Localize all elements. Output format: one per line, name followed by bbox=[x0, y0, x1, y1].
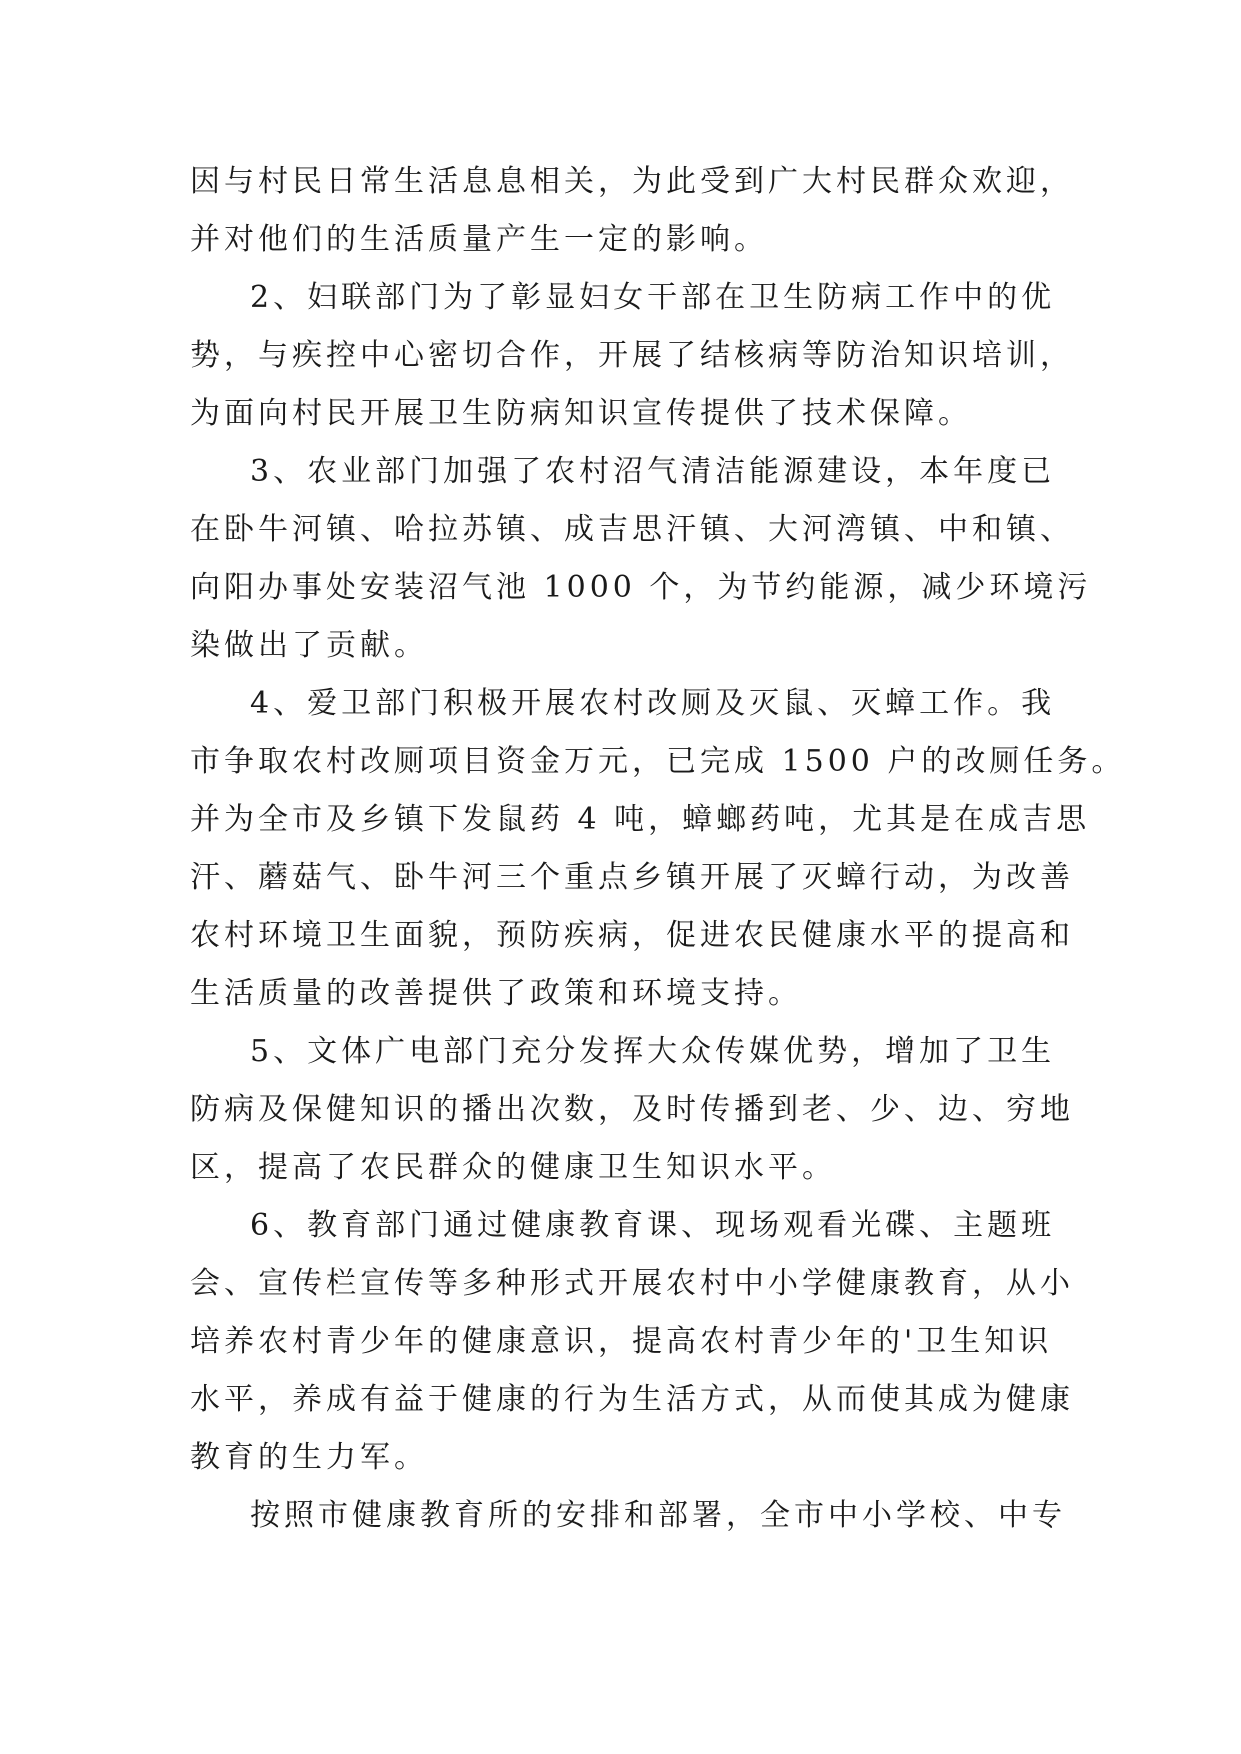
text-line: 培养农村青少年的健康意识，提高农村青少年的'卫生知识 bbox=[190, 1324, 1053, 1359]
text-line: 教育的生力军。 bbox=[190, 1440, 428, 1475]
text-line: 并对他们的生活质量产生一定的影响。 bbox=[190, 222, 768, 257]
paragraph-3-start: 3、农业部门加强了农村沼气清洁能源建设，本年度已 bbox=[250, 454, 1056, 489]
text-line: 水平，养成有益于健康的行为生活方式，从而使其成为健康 bbox=[190, 1382, 1074, 1417]
paragraph-7-start: 按照市健康教育所的安排和部署，全市中小学校、中专 bbox=[250, 1498, 1066, 1533]
text-line: 势，与疾控中心密切合作，开展了结核病等防治知识培训， bbox=[190, 338, 1074, 373]
paragraph-6-start: 6、教育部门通过健康教育课、现场观看光碟、主题班 bbox=[250, 1208, 1056, 1243]
paragraph-5-start: 5、文体广电部门充分发挥大众传媒优势，增加了卫生 bbox=[250, 1034, 1056, 1069]
text-line: 区，提高了农民群众的健康卫生知识水平。 bbox=[190, 1150, 836, 1185]
paragraph-2-start: 2、妇联部门为了彰显妇女干部在卫生防病工作中的优 bbox=[250, 280, 1056, 315]
text-line: 农村环境卫生面貌，预防疾病，促进农民健康水平的提高和 bbox=[190, 918, 1074, 953]
text-line: 会、宣传栏宣传等多种形式开展农村中小学健康教育，从小 bbox=[190, 1266, 1074, 1301]
text-line: 为面向村民开展卫生防病知识宣传提供了技术保障。 bbox=[190, 396, 972, 431]
text-line: 染做出了贡献。 bbox=[190, 628, 428, 663]
text-line: 防病及保健知识的播出次数，及时传播到老、少、边、穷地 bbox=[190, 1092, 1074, 1127]
text-line: 在卧牛河镇、哈拉苏镇、成吉思汗镇、大河湾镇、中和镇、 bbox=[190, 512, 1074, 547]
text-line: 汗、蘑菇气、卧牛河三个重点乡镇开展了灭蟑行动，为改善 bbox=[190, 860, 1074, 895]
paragraph-4-start: 4、爱卫部门积极开展农村改厕及灭鼠、灭蟑工作。我 bbox=[250, 686, 1056, 721]
text-line: 向阳办事处安装沼气池 1000 个，为节约能源，减少环境污 bbox=[190, 570, 1092, 605]
text-line: 市争取农村改厕项目资金万元，已完成 1500 户的改厕任务。 bbox=[190, 744, 1126, 779]
text-line: 生活质量的改善提供了政策和环境支持。 bbox=[190, 976, 802, 1011]
text-line: 因与村民日常生活息息相关，为此受到广大村民群众欢迎， bbox=[190, 164, 1074, 199]
text-line: 并为全市及乡镇下发鼠药 4 吨，蟑螂药吨，尤其是在成吉思 bbox=[190, 802, 1091, 837]
